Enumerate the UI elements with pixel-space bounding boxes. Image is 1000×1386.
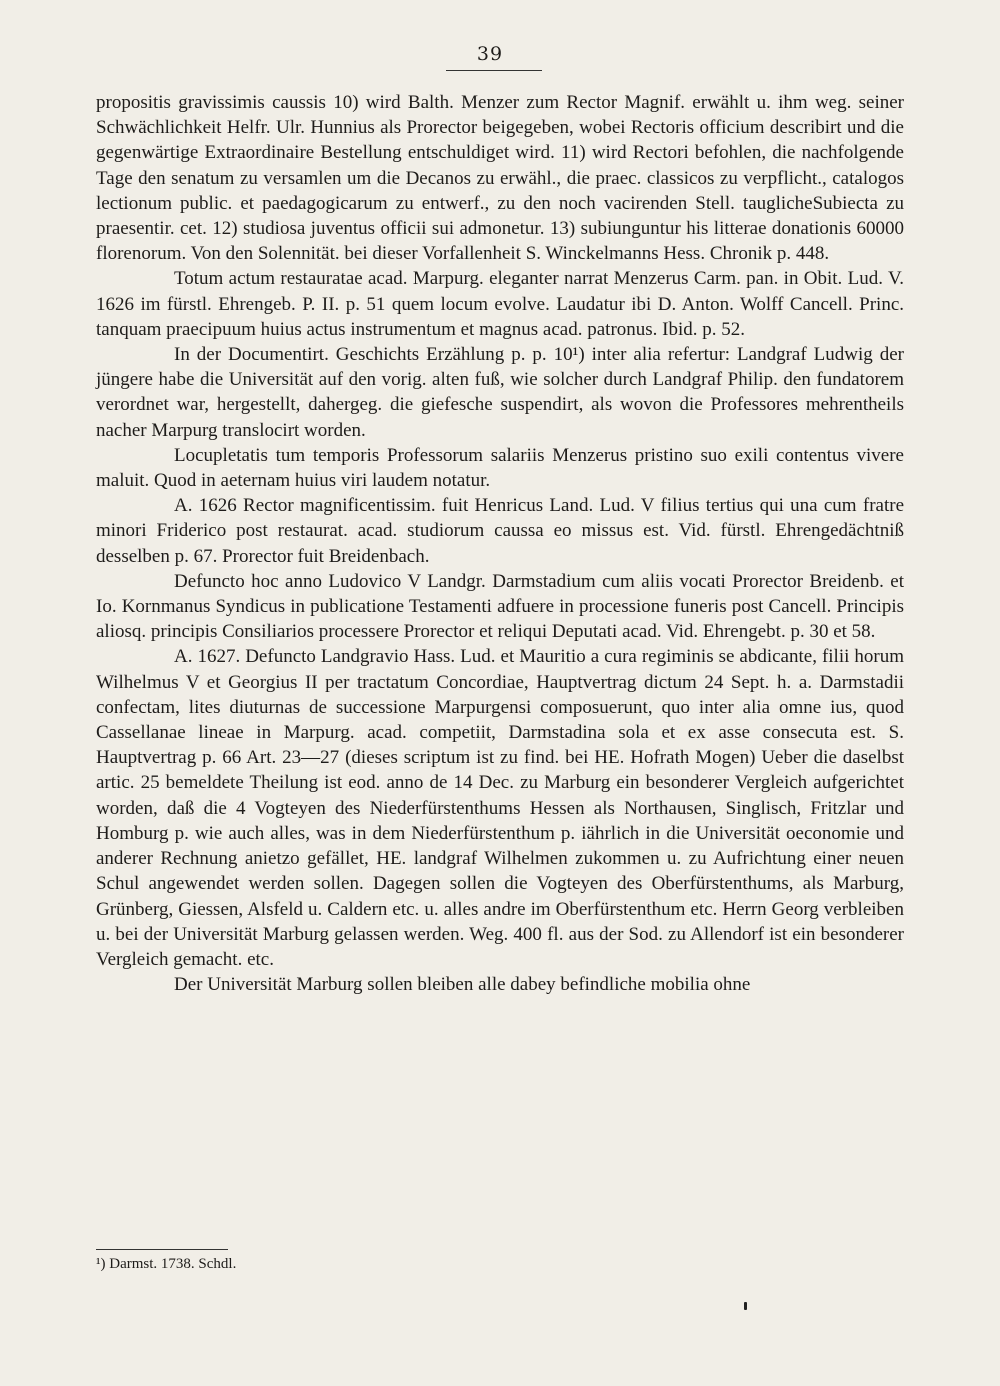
ink-speck [744,1302,747,1310]
paragraph-1: propositis gravissimis caussis 10) wird Balth. Menzer zum Rector Magnif. erwählt u. ihm weg. seiner Schwächlichkeit Helfr. Ulr. Hunnius als Prorector beigegeben, wobei Rectoris officium describirt und die gegenwärtige Extraordinaire Bestellung entschuldiget wird. 11) wird Rectori befohlen, die nachfolgende Tage den senatum zu versamlen um die Decanos zu erwähl., die praec. classicos zu verpflicht., catalogos lectionum public. et paedagogicarum zu entwerf., zu den noch vacirenden Stell. tauglicheSubiecta zu praesentir. cet. 12) studiosa juventus officii sui admonetur. 13) subiunguntur his litterae donationis 60000 florenorum. Von den Solennität. bei dieser Vorfallenheit S. Winckelmanns Hess. Chronik p. 448. [96,92,904,265]
paragraph-8: Der Universität Marburg sollen bleiben alle dabey befindliche mobilia ohne [174,974,751,996]
page-number-rule [446,70,542,71]
footnote-text: Darmst. 1738. Schdl. [109,1256,237,1272]
paragraph-7: A. 1627. Defuncto Landgravio Hass. Lud. et Mauritio a cura regiminis se abdicante, filii horum Wilhelmus V et Georgius II per tractatum Concordiae, Hauptvertrag dictum 24 Sept. h. a. Darmstadii confectam, lites diuturnas de successione Marpurgensi composuerunt, quo inter alia omne ius, quod Cassellanae lineae in Marpurg. acad. competiit, Darmstadina sola et ex asse consecuta est. S. Hauptvertrag p. 66 Art. 23—27 (dieses scriptum ist zu find. bei HE. Hofrath Mogen) Ueber die daselbst artic. 25 bemeldete Theilung ist eod. anno de 14 Dec. zu Marburg ein besonderer Vergleich aufgerichtet worden, daß die 4 Vogteyen des Niederfürstenthums Hessen als Northausen, Singlisch, Fritzlar und Homburg p. wie auch alles, was in dem Niederfürstenthum p. iährlich in die Universität oeconomie und anderer Rechnung anietzo gefället, HE. landgraf Wilhelmen zukommen u. zu Aufrichtung einer neuen Schul angewendet werden sollen. Dagegen sollen die Vogteyen des Oberfürstenthums, als Marburg, Grünberg, Giessen, Alsfeld u. Caldern etc. u. alles andre im Oberfürstenthum etc. Herrn Georg verbleiben u. bei der Universität Marburg gelassen werden. Weg. 400 fl. aus der Sod. zu Allendorf ist ein besonderer Vergleich gemacht. etc. [96,646,904,970]
paragraph-3: In der Documentirt. Geschichts Erzählung p. p. 10¹) inter alia refertur: Landgraf Ludwig der jüngere habe die Universität auf den vorig. alten fuß, wie solcher durch Landgraf Philip. den fundatorem verordnet war, hergestellt, dahergeg. die giefesche suspendirt, als wovon die Professores mehrentheils nacher Marpurg translocirt worden. [96,344,904,441]
page-number: 39 [476,43,504,65]
footnote [96,1254,904,1274]
paragraph-5: A. 1626 Rector magnificentissim. fuit Henricus Land. Lud. V filius tertius qui una cum fratre minori Friderico post restaurat. acad. studiorum caussa eo missus est. Vid. fürstl. Ehrengedächtniß desselben p. 67. Prorector fuit Breidenbach. [96,495,904,567]
paragraph-4: Locupletatis tum temporis Professorum salariis Menzerus pristino suo exili contentus vivere maluit. Quod in aeternam huius viri laudem notatur. [96,444,904,492]
paragraph-6: Defuncto hoc anno Ludovico V Landgr. Darmstadium cum aliis vocati Prorector Breidenb. et Io. Kornmanus Syndicus in publicatione Testamenti adfuere in processione funeris post Cancell. Principis aliosq. principis Consiliarios processere Prorector et reliqui Deputati acad. Vid. Ehrengebt. p. 30 et 58. [96,570,904,643]
footnote-rule [96,1249,228,1250]
paragraph-2: Totum actum restauratae acad. Marpurg. eleganter narrat Menzerus Carm. pan. in Obit. Lud. V. 1626 im fürstl. Ehrengeb. P. II. p. 51 quem locum evolve. Laudatur ibi D. Anton. Wolff Cancell. Princ. tanquam praecipuum huius actus instrumentum et magnus acad. patronus. Ibid. p. 52. [96,268,904,340]
body-text [96,90,904,997]
footnote-marker: ¹) [96,1256,106,1272]
